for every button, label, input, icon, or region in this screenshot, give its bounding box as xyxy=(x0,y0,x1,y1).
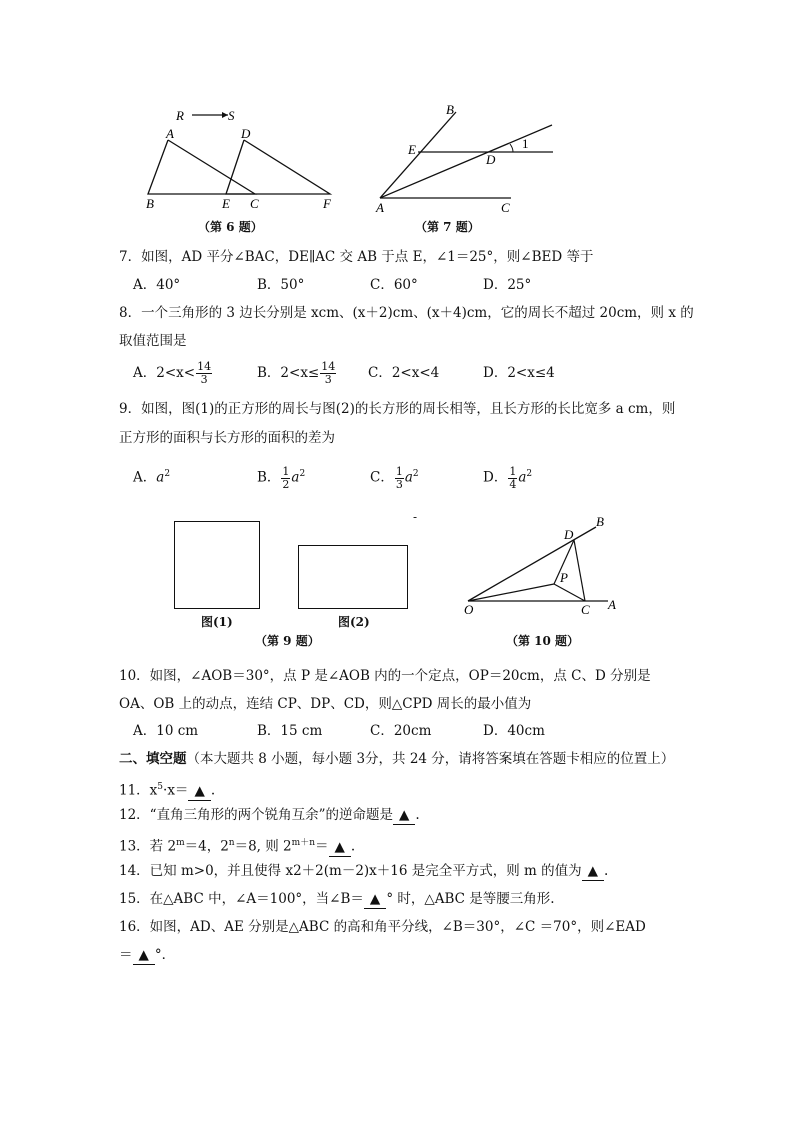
q10-stem-line2: OA、OB 上的动点，连结 CP、DP、CD，则△CPD 周长的最小值为 xyxy=(119,696,532,712)
q13-answer-blank: ▲ xyxy=(329,838,351,857)
figure-6 xyxy=(140,100,350,215)
fig6-label-A: A xyxy=(166,126,174,141)
q14-answer-blank: ▲ xyxy=(582,862,604,881)
fig6-label-C: C xyxy=(250,196,259,211)
q7-option-a: A．40° xyxy=(133,277,181,293)
q7-option-c: C．60° xyxy=(370,277,418,293)
q9-stem-line2: 正方形的面积与长方形的面积的差为 xyxy=(119,430,335,446)
fig10-caption: （第 10 题） xyxy=(506,634,580,648)
section-2-note: （本大题共 8 小题，每小题 3分，共 24 分，请将答案填在答题卡相应的位置上） xyxy=(186,751,675,767)
q16-line1: 16．如图，AD、AE 分别是△ABC 的高和角平分线，∠B＝30°，∠C ＝70°，则∠EAD xyxy=(119,919,646,935)
fig7-label-D: D xyxy=(486,152,496,167)
q9-stem-line1: 9．如图，图(1)的正方形的周长与图(2)的长方形的周长相等，且长方形的长比宽多 a cm，则 xyxy=(119,401,676,417)
q10-option-d: D．40cm xyxy=(483,723,545,739)
fig9-stray-mark: - xyxy=(413,510,418,524)
q12-answer-blank: ▲ xyxy=(393,806,415,825)
fig10-label-P: P xyxy=(560,570,568,585)
q8-option-a xyxy=(133,358,213,388)
fig10-label-B: B xyxy=(596,514,604,529)
q13: 13．若 $2^m=4$，$2^n=8$, 则 $2^{m+n}=$ ▲ . xyxy=(119,838,356,855)
fig9-label-2: 图(2) xyxy=(338,615,370,629)
q11: 11．$x^5\cdot x=$ ▲ . xyxy=(119,782,216,799)
q11-answer-blank: ▲ xyxy=(188,782,210,801)
q8-option-b-fraction: $\frac{14}{3}$ xyxy=(321,360,336,386)
q8-option-d: D．2<x≤4 xyxy=(483,365,555,381)
fig7-label-E: E xyxy=(408,142,416,157)
figure-6-diagram xyxy=(140,100,350,215)
fig6-label-E: E xyxy=(222,196,230,211)
q8-option-a-fraction: $\frac{14}{3}$ xyxy=(197,360,212,386)
q14: 14．已知 m>0，并且使得 x2＋2(m－2)x＋16 是完全平方式，则 m 的值为 ▲ . xyxy=(119,863,609,879)
fig7-label-C: C xyxy=(501,200,510,215)
fig10-label-O: O xyxy=(464,602,474,617)
section-2-title: 二、填空题 xyxy=(119,751,187,767)
fig10-label-A: A xyxy=(608,597,616,612)
q8-option-a-text: A．2<x< xyxy=(133,365,196,381)
fig10-label-C: C xyxy=(581,602,590,617)
figure-7 xyxy=(370,100,570,215)
figure-7-caption: （第 7 题） xyxy=(415,220,480,234)
q9-option-a: A．$a^2$ xyxy=(133,469,171,486)
fig9-square xyxy=(174,521,260,609)
fig6-label-R: R xyxy=(176,108,184,123)
q16-line2: ＝ ▲ °． xyxy=(119,947,176,963)
figure-10-diagram xyxy=(458,510,628,620)
q9-option-d: D． $\frac{1}{4}$ $a^2$ xyxy=(483,464,533,491)
fig6-label-D: D xyxy=(241,126,251,141)
fig9-rectangle xyxy=(298,545,408,609)
fig9-label-1: 图(1) xyxy=(201,615,233,629)
fig9-caption: （第 9 题） xyxy=(255,634,320,648)
fig6-label-B: B xyxy=(146,196,154,211)
fig7-label-1: 1 xyxy=(522,136,529,151)
q12: 12．“直角三角形的两个锐角互余”的逆命题是 ▲ . xyxy=(119,807,420,823)
q7-stem: 7．如图，AD 平分∠BAC，DE∥AC 交 AB 于点 E，∠1＝25°，则∠BED 等于 xyxy=(119,249,594,265)
q8-option-c: C．2<x<4 xyxy=(368,365,440,381)
q16-answer-blank: ▲ xyxy=(133,946,155,965)
fig7-label-B: B xyxy=(446,102,454,117)
q7-option-b: B．50° xyxy=(257,277,305,293)
q10-option-a: A．10 cm xyxy=(133,723,199,739)
figure-10 xyxy=(458,510,628,620)
q10-option-b: B．15 cm xyxy=(257,723,323,739)
q8-option-b xyxy=(257,358,337,388)
q7-option-d: D．25° xyxy=(483,277,532,293)
fig6-label-S: S xyxy=(228,108,235,123)
q8-stem-line1: 8．一个三角形的 3 边长分别是 xcm、(x＋2)cm、(x＋4)cm，它的周长不超过 20cm，则 x 的 xyxy=(119,305,694,321)
q10-option-c: C．20cm xyxy=(370,723,432,739)
figure-6-caption: （第 6 题） xyxy=(198,220,263,234)
fig10-label-D: D xyxy=(564,527,574,542)
q8-option-b-text: B．2<x≤ xyxy=(257,365,320,381)
q9-option-c: C． $\frac{1}{3}$ $a^2$ xyxy=(370,464,419,491)
q10-stem-line1: 10．如图，∠AOB＝30°，点 P 是∠AOB 内的一个定点，OP＝20cm，点 C、D 分别是 xyxy=(119,668,651,684)
q8-stem-line2: 取值范围是 xyxy=(119,333,187,349)
q15-answer-blank: ▲ xyxy=(364,890,386,909)
fig6-label-F: F xyxy=(323,196,331,211)
fig7-label-A: A xyxy=(376,200,384,215)
q15: 15．在△ABC 中，∠A＝100°，当∠B＝ ▲ ° 时，△ABC 是等腰三角形. xyxy=(119,891,555,907)
q9-option-b: B． $\frac{1}{2}$ $a^2$ xyxy=(257,464,306,491)
figure-7-diagram xyxy=(370,100,570,215)
section-2-heading xyxy=(119,750,674,768)
